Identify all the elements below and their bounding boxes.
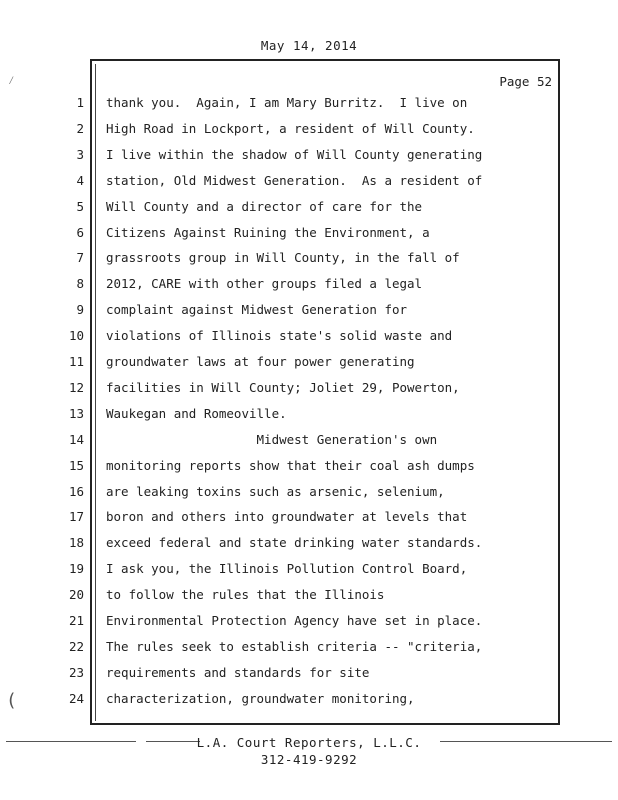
page-number: Page 52 (499, 74, 552, 89)
line-text: High Road in Lockport, a resident of Will County. (106, 121, 475, 136)
line-text: Citizens Against Ruining the Environment, a (106, 225, 430, 240)
line-text: thank you. Again, I am Mary Burritz. I live on (106, 95, 468, 110)
header-date: May 14, 2014 (260, 38, 358, 53)
line-text: Waukegan and Romeoville. (106, 406, 287, 421)
line-text: monitoring reports show that their coal ash dumps (106, 458, 475, 473)
line-number: 24 (68, 691, 84, 706)
line-number: 19 (68, 561, 84, 576)
line-text: I ask you, the Illinois Pollution Control Board, (106, 561, 468, 576)
line-number: 9 (76, 302, 84, 317)
line-number: 17 (68, 509, 84, 524)
line-number: 1 (76, 95, 84, 110)
frame-inner-rule (95, 64, 96, 721)
line-text: to follow the rules that the Illinois (106, 587, 385, 602)
line-number: 12 (68, 380, 84, 395)
line-number: 21 (68, 613, 84, 628)
line-text: characterization, groundwater monitoring, (106, 691, 415, 706)
line-number: 15 (68, 458, 84, 473)
line-number: 4 (76, 173, 84, 188)
line-text: I live within the shadow of Will County generating (106, 147, 483, 162)
line-text: complaint against Midwest Generation for (106, 302, 408, 317)
line-number: 22 (68, 639, 84, 654)
line-number: 18 (68, 535, 84, 550)
line-text: boron and others into groundwater at levels that (106, 509, 468, 524)
line-number: 23 (68, 665, 84, 680)
line-text: Will County and a director of care for the (106, 199, 423, 214)
line-number: 2 (76, 121, 84, 136)
line-text: Midwest Generation's own (106, 432, 438, 447)
margin-mark: ⁄ (8, 74, 15, 87)
line-number: 20 (68, 587, 84, 602)
line-number: 11 (68, 354, 84, 369)
line-text: groundwater laws at four power generating (106, 354, 415, 369)
line-number: 8 (76, 276, 84, 291)
line-number: 13 (68, 406, 84, 421)
line-number: 3 (76, 147, 84, 162)
line-text: exceed federal and state drinking water standards. (106, 535, 483, 550)
line-text: are leaking toxins such as arsenic, selenium, (106, 484, 445, 499)
line-number: 7 (76, 250, 84, 265)
line-text: grassroots group in Will County, in the fall of (106, 250, 460, 265)
line-text: 2012, CARE with other groups filed a legal (106, 276, 423, 291)
footer-phone: 312-419-9292 (260, 752, 358, 767)
line-number: 5 (76, 199, 84, 214)
footer-company: L.A. Court Reporters, L.L.C. (196, 735, 422, 750)
line-number: 6 (76, 225, 84, 240)
line-text: violations of Illinois state's solid waste and (106, 328, 453, 343)
line-text: facilities in Will County; Joliet 29, Powerton, (106, 380, 460, 395)
line-number: 16 (68, 484, 84, 499)
line-number: 10 (68, 328, 84, 343)
line-text: requirements and standards for site (106, 665, 370, 680)
margin-bracket: ( (6, 690, 17, 711)
line-text: The rules seek to establish criteria -- "criteria, (106, 639, 483, 654)
line-text: Environmental Protection Agency have set in place. (106, 613, 483, 628)
line-number: 14 (68, 432, 84, 447)
line-text: station, Old Midwest Generation. As a resident of (106, 173, 483, 188)
